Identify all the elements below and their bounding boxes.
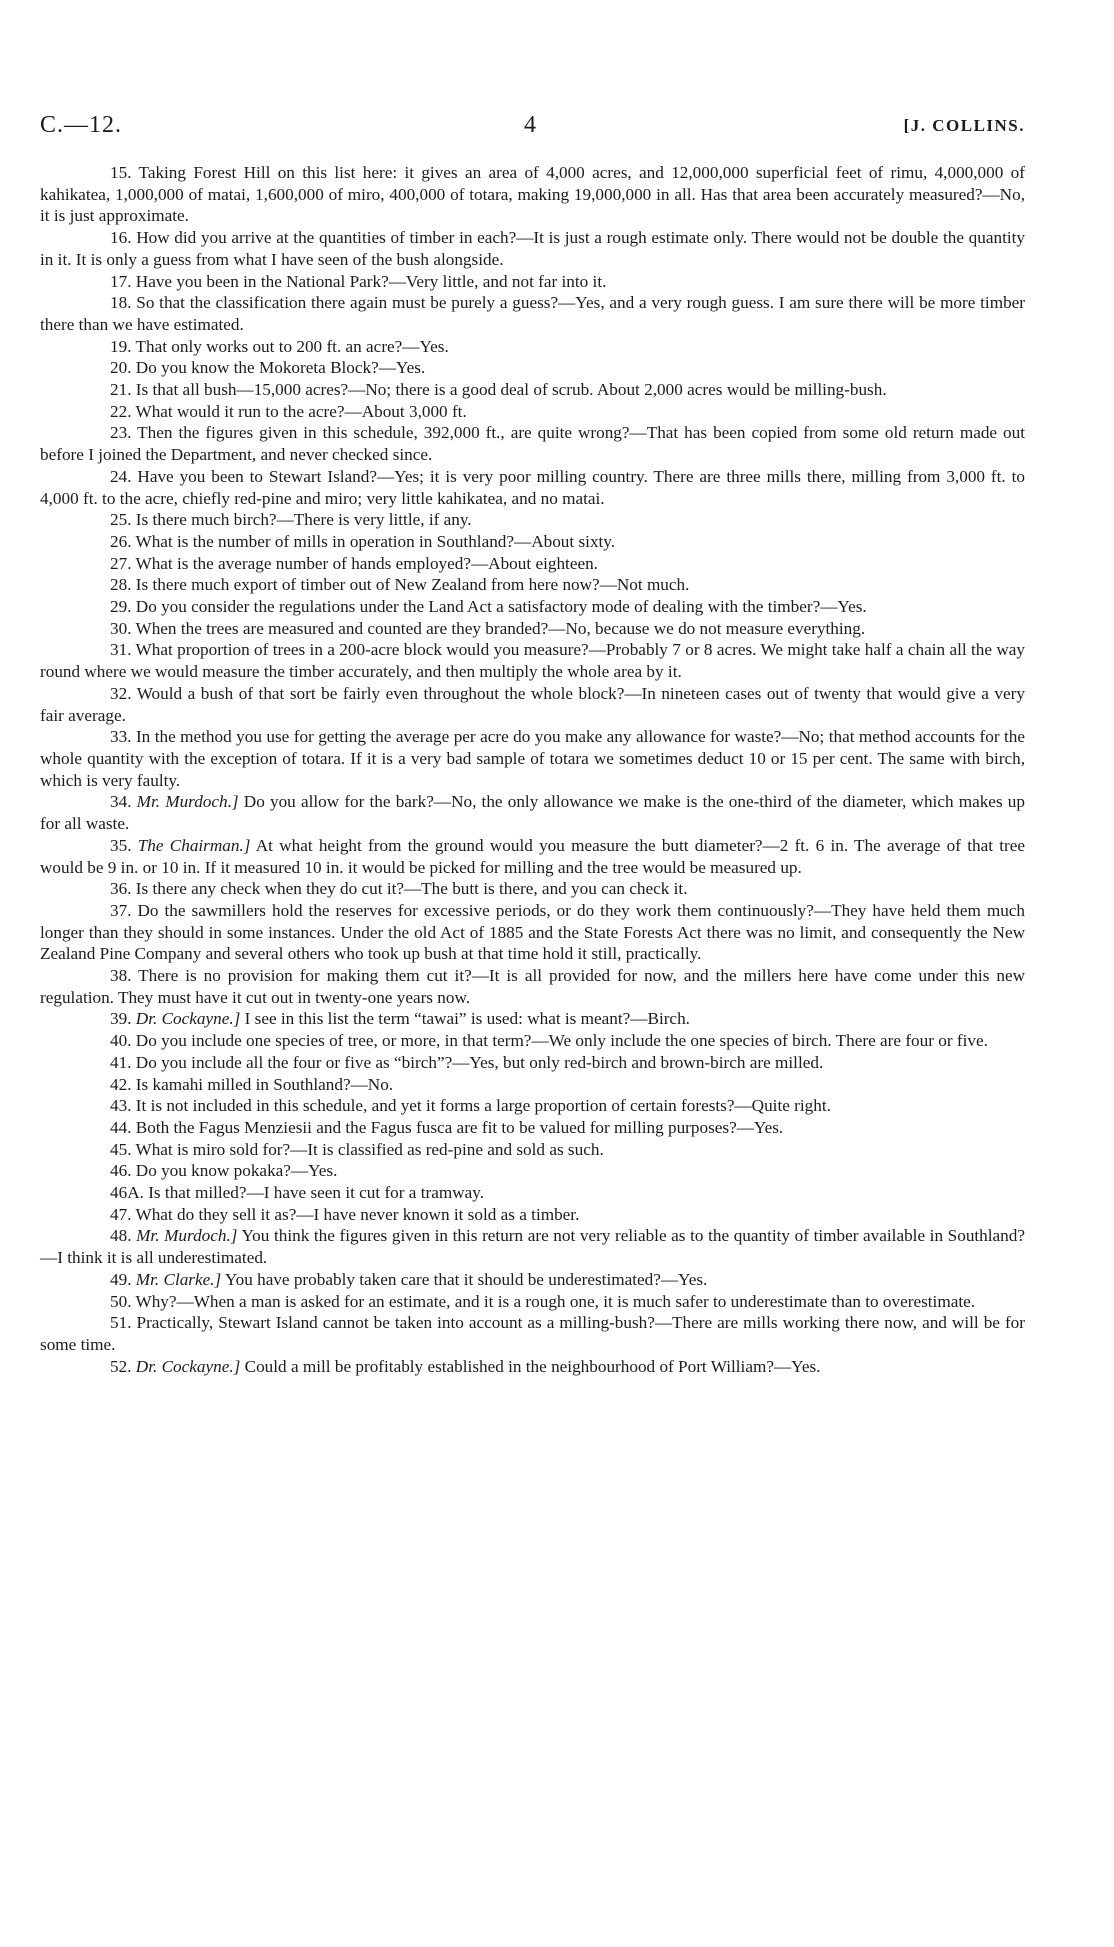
question-text: Do the sawmillers hold the reserves for excessive periods, or do they work them continuously?—They have held them much longer than they should in some instances. Under the old Act of 1885 and the State Forests Act there was no limit, and consequently the New Zealand Pine Company and several others who took up bush at that time hold it still, practically. [40, 900, 1026, 964]
question-text: What is miro sold for?—It is classified as red-pine and sold as such. [135, 1139, 604, 1159]
question-number: 33. [110, 727, 132, 747]
question-text: Both the Fagus Menziesii and the Fagus fusca are fit to be valued for milling purposes?—Yes. [135, 1117, 784, 1137]
question-paragraph [40, 791, 1025, 834]
question-text: What is the average number of hands employed?—About eighteen. [135, 553, 598, 573]
question-text: What do they sell it as?—I have never known it sold as a timber. [135, 1204, 580, 1224]
question-number: 35. [110, 835, 132, 855]
question-text: When the trees are measured and counted are they branded?—No, because we do not measure everything. [135, 618, 866, 638]
question-paragraph [40, 639, 1025, 682]
question-paragraph [40, 509, 1025, 531]
speaker-label: Dr. Cockayne.] [135, 1009, 241, 1029]
question-paragraph [40, 596, 1025, 618]
question-number: 39. [110, 1009, 132, 1029]
question-number: 31. [110, 640, 132, 660]
question-number: 52. [110, 1356, 132, 1376]
question-text: Do you include all the four or five as “birch”?—Yes, but only red-birch and brown-birch are milled. [135, 1052, 824, 1072]
question-paragraph [40, 553, 1025, 575]
question-number: 18. [110, 293, 132, 313]
document-body [40, 162, 1025, 1377]
question-paragraph [40, 162, 1025, 227]
question-paragraph [40, 466, 1025, 509]
question-number: 50. [110, 1291, 132, 1311]
question-number: 32. [110, 683, 132, 703]
document-code: C.—12. [40, 112, 123, 138]
question-number: 48. [110, 1226, 132, 1246]
page-header [40, 112, 1025, 142]
question-text: Taking Forest Hill on this list here: it gives an area of 4,000 acres, and 12,000,000 superficial feet of rimu, 4,000,000 of kahikatea, 1,000,000 of matai, 1,600,000 of miro, 400,000 of totara, making 19,000,000 in all. Has that area been accurately measured?—No, it is just approximate. [40, 163, 1025, 226]
question-number: 29. [110, 597, 132, 617]
question-text: Have you been in the National Park?—Very little, and not far into it. [135, 271, 607, 291]
question-text: Then the figures given in this schedule, 392,000 ft., are quite wrong?—That has been copied from some old return made out before I joined the Department, and never checked since. [40, 423, 1025, 465]
question-paragraph [40, 1160, 1025, 1182]
question-paragraph [40, 271, 1025, 293]
question-paragraph [40, 1030, 1025, 1052]
question-paragraph [40, 292, 1025, 335]
question-number: 26. [110, 531, 132, 551]
question-paragraph [40, 1291, 1025, 1313]
question-paragraph [40, 618, 1025, 640]
question-paragraph [40, 379, 1025, 401]
question-text: What would it run to the acre?—About 3,000 ft. [135, 401, 467, 421]
question-text: So that the classification there again must be purely a guess?—Yes, and a very rough guess. I am sure there will be more timber there than we have estimated. [40, 293, 1026, 334]
question-text: It is not included in this schedule, and yet it forms a large proportion of certain forests?—Quite right. [135, 1096, 831, 1116]
question-text: That only works out to 200 ft. an acre?—Yes. [135, 336, 449, 356]
speaker-label: The Chairman.] [137, 835, 251, 855]
question-number: 25. [110, 510, 132, 530]
question-number: 40. [110, 1031, 132, 1051]
question-paragraph [40, 1117, 1025, 1139]
question-text: Why?—When a man is asked for an estimate, and it is a rough one, it is much safer to underestimate than to overestimate. [135, 1291, 976, 1311]
question-number: 47. [110, 1204, 132, 1224]
question-text: Is kamahi milled in Southland?—No. [135, 1074, 394, 1094]
question-text: How did you arrive at the quantities of timber in each?—It is just a rough estimate only. There would not be double the quantity in it. It is only a guess from what I have seen of the bush alongside. [40, 228, 1025, 269]
question-number: 22. [110, 401, 132, 421]
question-text: You think the figures given in this return are not very reliable as to the quantity of timber available in Southland?—I think it is all underestimated. [40, 1226, 1025, 1268]
question-text: You have probably taken care that it should be underestimated?—Yes. [224, 1269, 708, 1289]
question-text: Do you include one species of tree, or more, in that term?—We only include the one species of birch. There are four or five. [135, 1031, 988, 1051]
question-number: 15. [110, 163, 132, 182]
question-text: Practically, Stewart Island cannot be taken into account as a milling-bush?—There are mills working there now, and will be for some time. [40, 1313, 1025, 1354]
question-text: Do you know the Mokoreta Block?—Yes. [135, 358, 426, 378]
question-paragraph [40, 336, 1025, 358]
question-number: 38. [110, 966, 132, 986]
question-number: 36. [110, 879, 132, 899]
question-paragraph [40, 878, 1025, 900]
question-text: Would a bush of that sort be fairly even throughout the whole block?—In nineteen cases out of twenty that would give a very fair average. [40, 683, 1025, 725]
witness-name: [J. COLLINS. [903, 116, 1025, 135]
question-number: 20. [110, 358, 132, 378]
question-text: Is that milled?—I have seen it cut for a tramway. [148, 1183, 485, 1203]
question-number: 45. [110, 1139, 132, 1159]
question-number: 49. [110, 1269, 132, 1289]
question-number: 16. [110, 228, 132, 248]
question-number: 46. [110, 1161, 132, 1181]
speaker-label: Mr. Murdoch.] [136, 792, 239, 812]
question-text: What proportion of trees in a 200-acre block would you measure?—Probably 7 or 8 acres. We might take half a chain all the way round where we would measure the timber accurately, and then multiply the whole area by it. [40, 640, 1025, 682]
question-number: 24. [110, 466, 132, 486]
speaker-label: Mr. Clarke.] [135, 1269, 222, 1289]
question-number: 19. [110, 336, 132, 356]
question-paragraph [40, 1139, 1025, 1161]
question-number: 17. [110, 271, 132, 291]
question-paragraph [40, 1269, 1025, 1291]
question-text: There is no provision for making them cut it?—It is all provided for now, and the millers here have come under this new regulation. They must have it cut out in twenty-one years now. [40, 966, 1025, 1007]
question-number: 23. [110, 423, 132, 443]
page-number: 4 [524, 112, 536, 138]
question-number: 42. [110, 1074, 132, 1094]
question-paragraph [40, 1052, 1025, 1074]
question-number: 34. [110, 792, 132, 812]
question-text: Is there much birch?—There is very little, if any. [135, 510, 472, 530]
question-number: 43. [110, 1096, 132, 1116]
question-text: I see in this list the term “tawai” is used: what is meant?—Birch. [244, 1009, 690, 1029]
question-text: Do you know pokaka?—Yes. [135, 1161, 338, 1181]
question-text: Is that all bush—15,000 acres?—No; there is a good deal of scrub. About 2,000 acres would be milling-bush. [135, 380, 887, 400]
question-number: 27. [110, 553, 132, 573]
question-paragraph [40, 1204, 1025, 1226]
question-text: In the method you use for getting the average per acre do you make any allowance for waste?—No; that method accounts for the whole quantity with the exception of totara. If it is a very bad sample of totara we sometimes deduct 10 or 15 per cent. The same with birch, which is very faulty. [40, 727, 1025, 790]
question-text: Do you consider the regulations under the Land Act a satisfactory mode of dealing with the timber?—Yes. [135, 597, 867, 617]
question-paragraph [40, 357, 1025, 379]
question-paragraph [40, 227, 1025, 270]
question-paragraph [40, 1312, 1025, 1355]
question-number: 51. [110, 1313, 132, 1333]
question-paragraph [40, 965, 1025, 1008]
question-paragraph [40, 401, 1025, 423]
question-paragraph [40, 726, 1025, 791]
question-number: 30. [110, 618, 132, 638]
question-text: What is the number of mills in operation in Southland?—About sixty. [135, 531, 616, 551]
question-paragraph [40, 1356, 1025, 1378]
question-text: Have you been to Stewart Island?—Yes; it is very poor milling country. There are three mills there, milling from 3,000 ft. to 4,000 ft. to the acre, chiefly red-pine and miro; very little kahikatea, and no matai. [40, 466, 1026, 508]
question-paragraph [40, 835, 1025, 878]
question-number: 21. [110, 380, 132, 400]
question-number: 28. [110, 575, 132, 595]
speaker-label: Mr. Murdoch.] [136, 1226, 238, 1246]
speaker-label: Dr. Cockayne.] [135, 1356, 241, 1376]
question-paragraph [40, 900, 1025, 965]
question-paragraph [40, 531, 1025, 553]
question-number: 41. [110, 1052, 132, 1072]
question-paragraph [40, 683, 1025, 726]
question-text: At what height from the ground would you measure the butt diameter?—2 ft. 6 in. The average of that tree would be 9 in. or 10 in. If it measured 10 in. it would be picked for milling and the tree would be measured up. [40, 835, 1026, 877]
question-paragraph [40, 1008, 1025, 1030]
question-paragraph [40, 1074, 1025, 1096]
question-paragraph [40, 1182, 1025, 1204]
question-number: 44. [110, 1117, 132, 1137]
question-number: 37. [110, 900, 132, 920]
question-paragraph [40, 574, 1025, 596]
question-text: Could a mill be profitably established in the neighbourhood of Port William?—Yes. [244, 1356, 821, 1376]
question-text: Is there any check when they do cut it?—The butt is there, and you can check it. [135, 879, 688, 899]
question-number: 46A. [110, 1183, 144, 1203]
question-text: Do you allow for the bark?—No, the only allowance we make is the one-third of the diameter, which makes up for all waste. [40, 792, 1025, 834]
question-text: Is there much export of timber out of New Zealand from here now?—Not much. [135, 575, 690, 595]
question-paragraph [40, 1095, 1025, 1117]
question-paragraph [40, 422, 1025, 465]
question-paragraph [40, 1225, 1025, 1268]
